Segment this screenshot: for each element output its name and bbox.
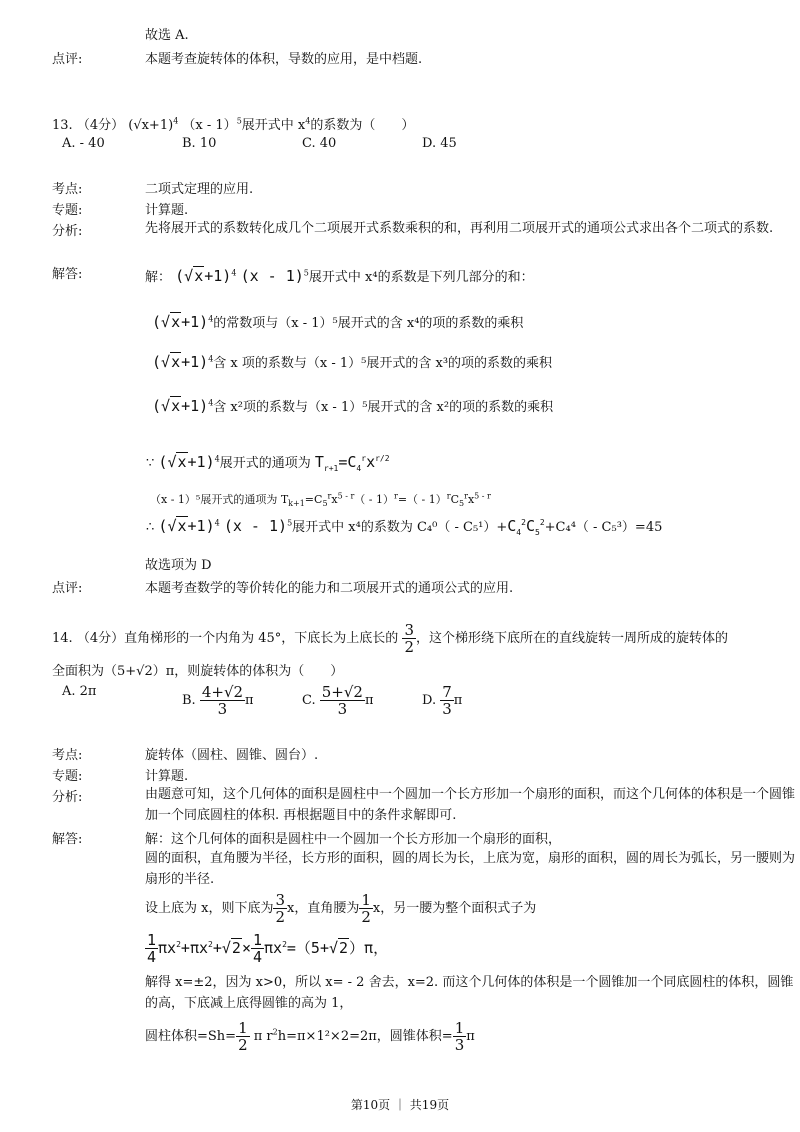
q13-solution-line6: （x - 1）⁵展开式的通项为 $T_{k+1}=C_5^rx^{5 - r}( - 1)^r=( - 1)^rC_5^rx^{5 - r}$ [150, 491, 491, 509]
q14-fenxi: 由题意可知，这个几何体的面积是圆柱中一个圆加一个长方形加一个扇形的面积，而这个几何体的体积是一个圆锥加一个同底圆柱的体积. 再根据题目中的条件求解即可. [145, 787, 796, 823]
q14-solution-2: 圆的面积，直角腰为半径，长方形的面积，圆的周长为长，上底为宽，扇形的面积，圆的周长为弧长，另一腰则为扇形的半径. [145, 851, 796, 887]
q13-option-b: B. 10 [182, 136, 217, 151]
q14-solution-3: 设上底为 x，则下底为 $\frac{3}{2}$ x，直角腰为 $\frac{1}{2}$ x，另一腰为整个面积式子为 [145, 891, 537, 926]
q14-stem: 14. （4分）直角梯形的一个内角为 45°，下底长为上底长的 $\frac{3}{2}$ ，这个梯形绕下底所在的直线旋转一周所成的旋转体的 [52, 621, 728, 656]
q14-fenxi-label: 分析: [52, 790, 83, 805]
q13-solution-line3: $(√x+1)^4$含 x 项的系数与（x - 1）⁵展开式的含 x³的项的系数的乘积 [152, 353, 553, 371]
q14-zhuanti: 计算题. [145, 769, 189, 784]
q13-expr-b: （x - 1） [182, 118, 237, 133]
q13-kaodian-label: 考点: [52, 182, 83, 197]
page-footer: 第10页 ｜ 共19页 [350, 1098, 450, 1112]
q13-score: （4分） [76, 118, 125, 133]
q13-review: 本题考查数学的等价转化的能力和二项展开式的通项公式的应用. [145, 581, 514, 596]
q13-option-c: C. 40 [302, 136, 337, 151]
q14-kaodian-label: 考点: [52, 748, 83, 763]
q14-zhuanti-label: 专题: [52, 769, 83, 784]
q14-solution-6: 圆柱体积=Sh= $\frac{1}{2}$ π $r^2h=\pi\times 1^2\times 2=2\pi$，圆锥体积= $\frac{1}{3}$ π [145, 1019, 475, 1054]
q14-solution-5: 解得 x=±2，因为 x>0，所以 x= - 2 舍去，x=2. 而这个几何体的体积是一个圆锥加一个同底圆柱的体积，圆锥的高，下底减上底得圆锥的高为 1， [145, 975, 794, 1011]
q14-stem-line2: 全面积为（5+√2）π，则旋转体的体积为（ ） [52, 664, 344, 679]
q13-zhuanti-label: 专题: [52, 203, 83, 218]
q13-solution-line4: $(√x+1)^4$含 x²项的系数与（x - 1）⁵展开式的含 x²的项的系数的乘积 [152, 397, 554, 415]
q14-jieda-label: 解答: [52, 832, 83, 847]
q14-kaodian: 旋转体（圆柱、圆锥、圆台）. [145, 748, 319, 763]
q13-review-label: 点评: [52, 581, 83, 596]
q13-number: 13. [52, 118, 73, 133]
q13-solution-line5: ∵ $(√x+1)^4$展开式的通项为 $T_{r+1}=C_4^rx^{r/2}$ [146, 453, 390, 473]
q13-solution-line1: 解： $(√x+1)^4$ (x - 1)$^5$展开式中 x⁴的系数是下列几部分的和： [145, 267, 534, 285]
q13-solution-line7: ∴ $(√x+1)^4$ (x - 1)$^5$展开式中 x⁴的系数为 $C_4^0( - C_5^1)+C_4^2C_5^2+C_4^4( - C_5^3)=45$ [146, 517, 663, 537]
q13-option-a: A. - 40 [62, 136, 105, 151]
q13-option-d: D. 45 [422, 136, 457, 151]
q14-solution-1: 解：这个几何体的面积是圆柱中一个圆加一个长方形加一个扇形的面积， [145, 832, 562, 847]
q13-solution-line2: $(√x+1)^4$的常数项与（x - 1）⁵展开式的含 x⁴的项的系数的乘积 [152, 313, 524, 331]
q13-stem: 13. （4分） $(√x+1)^4$ （x - 1）$^5$展开式中 $x^4$的系数为（ ） [52, 116, 415, 133]
q13-fenxi-label: 分析: [52, 224, 83, 239]
q14-solution-4: $\frac{1}{4}$ $\pi x^2+\pi x^2+√2\times$ $\frac{1}{4}$ $\pi x^2=(5+√2)\pi$， [147, 931, 389, 966]
q14-option-b: B. $\frac{4+√2}{3}$ π [182, 683, 254, 718]
q14-option-c: C. $\frac{5+√2}{3}$ π [302, 683, 374, 718]
q14-option-a: A. 2π [62, 684, 97, 699]
q12-review: 本题考查旋转体的体积，导数的应用，是中档题. [145, 52, 423, 67]
q12-tail: 故选 A. [145, 28, 189, 43]
q13-expr-a: (√x+1) [128, 118, 174, 133]
q13-jieda-label: 解答: [52, 267, 83, 282]
q12-review-label: 点评: [52, 52, 83, 67]
q14-option-d: D. $\frac{7}{3}$ π [422, 683, 463, 718]
q13-fenxi: 先将展开式的系数转化成几个二项展开式系数乘积的和，再利用二项展开式的通项公式求出各个二项式的系数. [145, 221, 774, 236]
q13-zhuanti: 计算题. [145, 203, 189, 218]
q13-kaodian: 二项式定理的应用. [145, 182, 254, 197]
q13-answer: 故选项为 D [145, 558, 212, 573]
